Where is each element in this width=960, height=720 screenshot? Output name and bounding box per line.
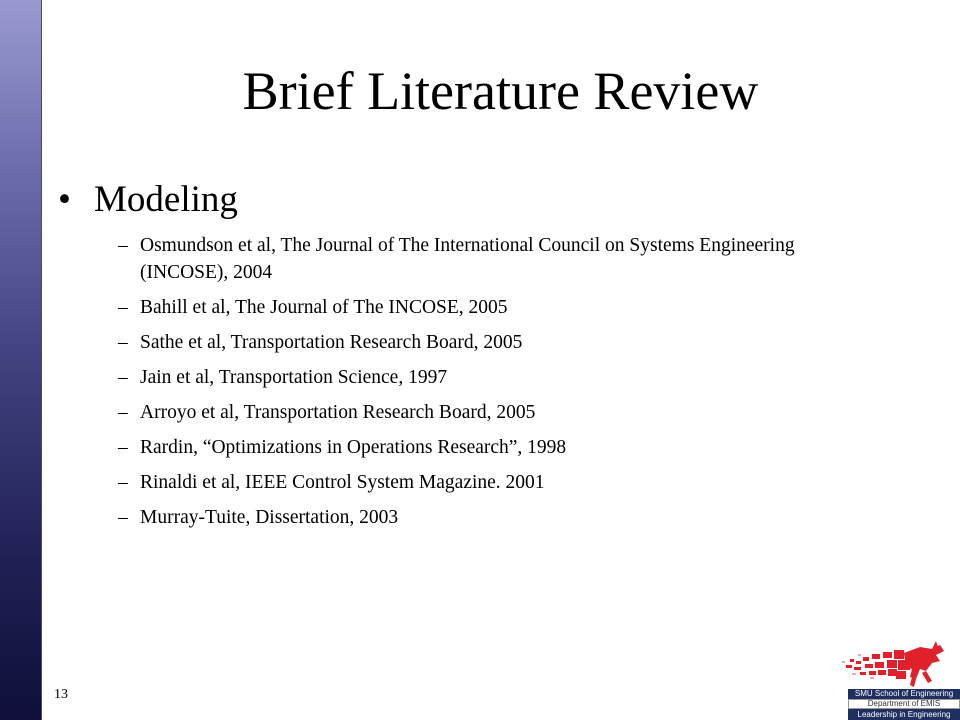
main-bullet <box>58 177 238 223</box>
bullet-marker: • <box>58 179 71 220</box>
reference-item: – Osmundson et al, The Journal of The International Council on Systems Engineering (INCOSE), 2004 <box>118 232 838 286</box>
page-number: 13 <box>54 687 68 702</box>
logo-school-label: SMU School of Engineering <box>848 689 960 699</box>
reference-item: – Rardin, “Optimizations in Operations Research”, 1998 <box>118 434 838 461</box>
logo-tagline-label: Leadership in Engineering <box>848 709 960 720</box>
mustang-logo-icon <box>836 641 960 689</box>
main-bullet-text: Modeling <box>94 179 238 220</box>
left-sidebar-bar <box>0 0 42 720</box>
reference-item: – Bahill et al, The Journal of The INCOSE, 2005 <box>118 294 838 321</box>
reference-list <box>118 232 838 539</box>
slide-title: Brief Literature Review <box>242 61 759 121</box>
reference-item: – Rinaldi et al, IEEE Control System Magazine. 2001 <box>118 469 838 496</box>
reference-item: – Arroyo et al, Transportation Research Board, 2005 <box>118 399 838 426</box>
logo-department-label: Department of EMIS <box>848 699 960 709</box>
reference-item: – Jain et al, Transportation Science, 1997 <box>118 364 838 391</box>
smu-logo <box>836 641 960 720</box>
reference-item: – Sathe et al, Transportation Research Board, 2005 <box>118 329 838 356</box>
reference-item: – Murray-Tuite, Dissertation, 2003 <box>118 504 838 531</box>
